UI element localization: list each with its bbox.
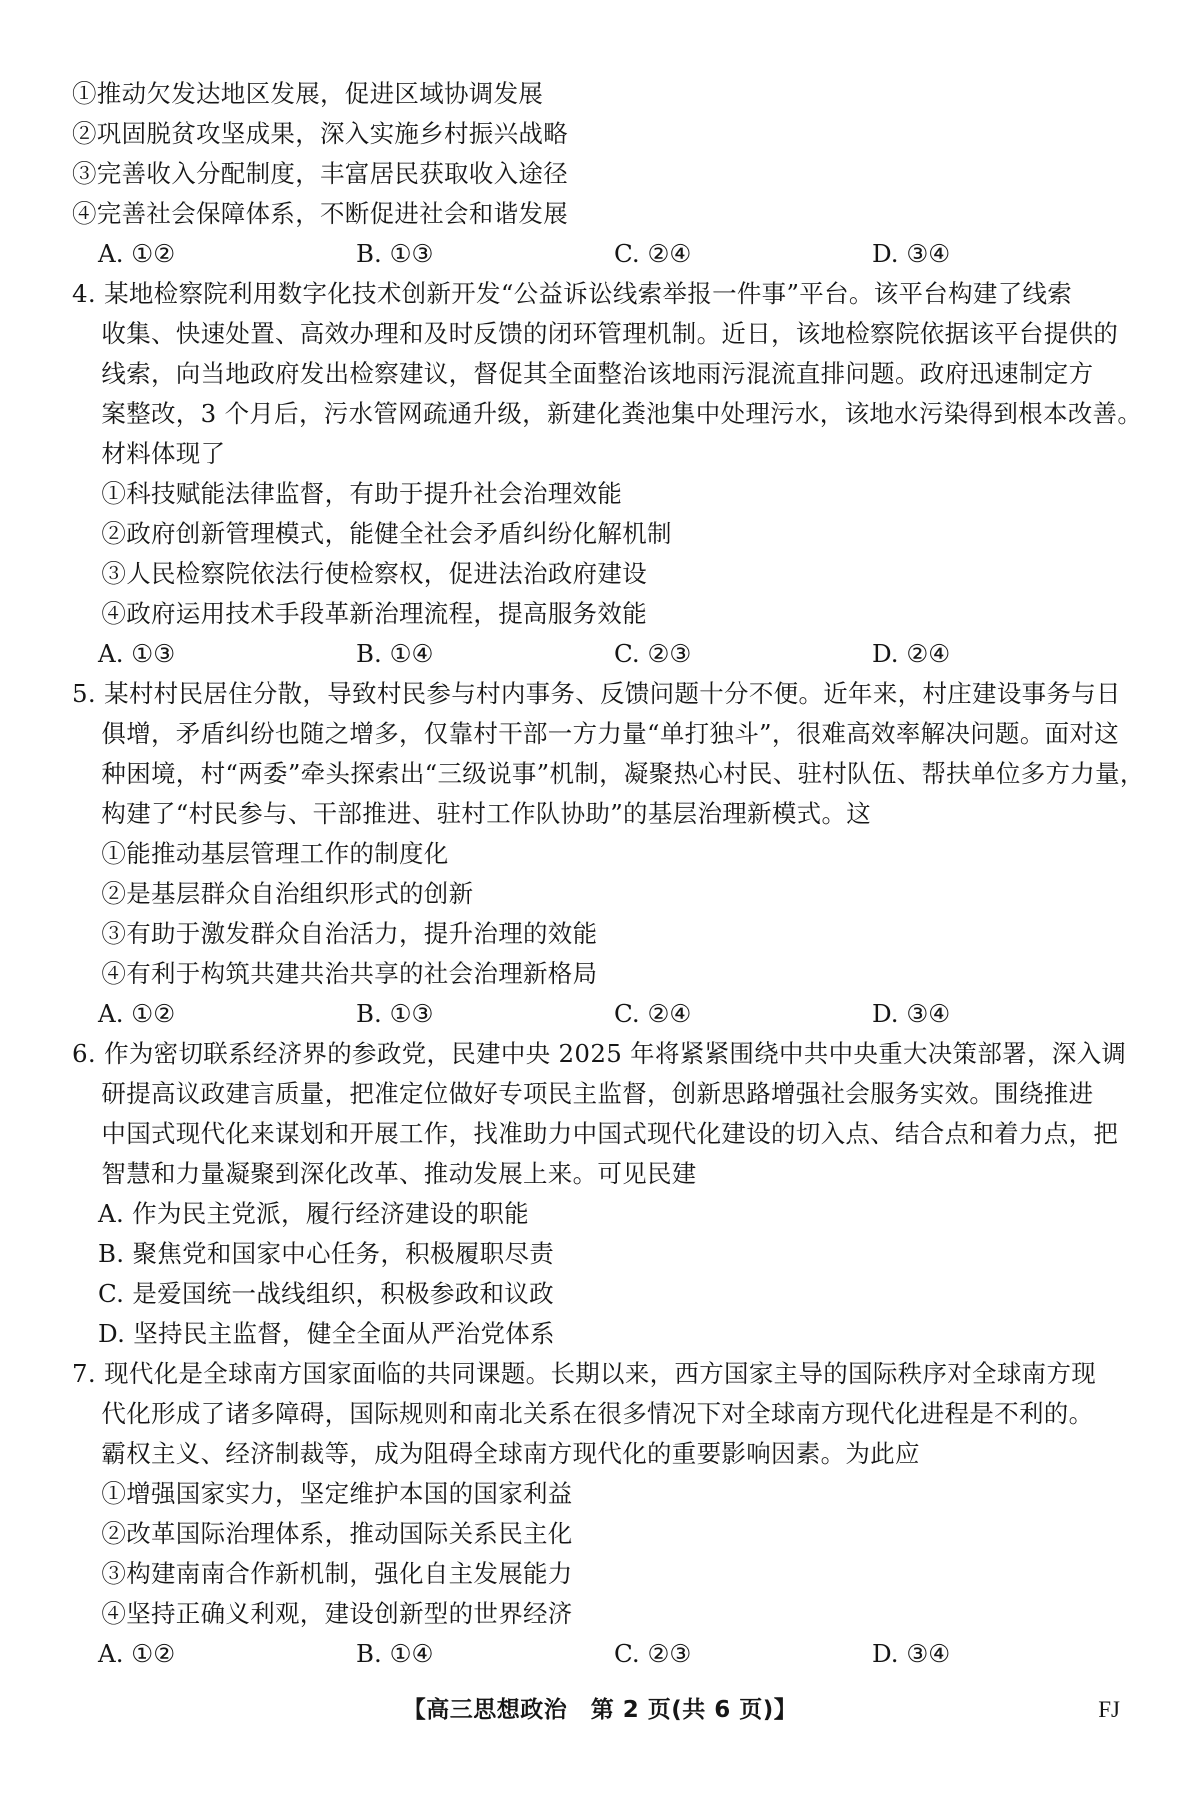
q6-stem-line-3: 中国式现代化来谋划和开展工作，找准助力中国式现代化建设的切入点、结合点和着力点，把 [101,1119,1119,1148]
q4-item-2: ②政府创新管理模式，能健全社会矛盾纠纷化解机制 [101,519,672,548]
q6-option-b: B. 聚焦党和国家中心任务，积极履职尽责 [98,1239,555,1268]
question-5 [72,674,1145,1034]
q3-item-2: ②巩固脱贫攻坚成果，深入实施乡村振兴战略 [72,119,568,148]
q3-choices [72,234,1130,274]
q4-choice-c: C. ②③ [614,639,692,668]
q5-stem-line-1: 5. 某村村民居住分散，导致村民参与村内事务、反馈问题十分不便。近年来，村庄建设事务与日 [72,679,1121,708]
q5-item-2: ②是基层群众自治组织形式的创新 [101,879,474,908]
q7-item-1: ①增强国家实力，坚定维护本国的国家利益 [101,1479,573,1508]
q4-choice-a: A. ①③ [98,639,176,668]
question-4 [72,274,1143,674]
q7-choice-d: D. ③④ [872,1639,951,1668]
q7-item-3: ③构建南南合作新机制，强化自主发展能力 [101,1559,573,1588]
q5-choice-d: D. ③④ [872,999,951,1028]
q3-choice-a: A. ①② [98,239,176,268]
q5-stem-line-4: 构建了“村民参与、干部推进、驻村工作队协助”的基层治理新模式。这 [101,799,872,828]
q5-stem-line-2: 俱增，矛盾纠纷也随之增多，仅靠村干部一方力量“单打独斗”，很难高效率解决问题。面对这 [101,719,1120,748]
q3-choice-c: C. ②④ [614,239,692,268]
q7-stem-line-3: 霸权主义、经济制裁等，成为阻碍全球南方现代化的重要影响因素。为此应 [101,1439,920,1468]
page-footer [0,1690,1200,1730]
q4-choice-d: D. ②④ [872,639,951,668]
q7-choice-a: A. ①② [98,1639,176,1668]
q4-stem-line-2: 收集、快速处置、高效办理和及时反馈的闭环管理机制。近日，该地检察院依据该平台提供的 [101,319,1119,348]
q5-item-1: ①能推动基层管理工作的制度化 [101,839,449,868]
q7-choice-c: C. ②③ [614,1639,692,1668]
q3-choice-d: D. ③④ [872,239,951,268]
q3-item-3: ③完善收入分配制度，丰富居民获取收入途径 [72,159,568,188]
q5-stem-line-3: 种困境，村“两委”牵头探索出“三级说事”机制，凝聚热心村民、驻村队伍、帮扶单位多方力量， [101,759,1145,788]
q5-choice-c: C. ②④ [614,999,692,1028]
q6-stem-line-4: 智慧和力量凝聚到深化改革、推动发展上来。可见民建 [101,1159,697,1188]
q5-choice-b: B. ①③ [356,999,434,1028]
q7-item-4: ④坚持正确义利观，建设创新型的世界经济 [101,1599,573,1628]
q4-item-1: ①科技赋能法律监督，有助于提升社会治理效能 [101,479,623,508]
q7-choice-b: B. ①④ [356,1639,434,1668]
q6-option-a: A. 作为民主党派，履行经济建设的职能 [98,1199,529,1228]
page-number-label: 【高三思想政治 第 2 页(共 6 页)】 [402,1697,798,1723]
q5-choice-a: A. ①② [98,999,176,1028]
q6-option-d: D. 坚持民主监督，健全全面从严治党体系 [98,1319,555,1348]
question-7 [72,1354,1130,1674]
question-3-items [72,74,1130,234]
q4-stem-line-4: 案整改，3 个月后，污水管网疏通升级，新建化粪池集中处理污水，该地水污染得到根本改善。 [101,399,1143,428]
exam-region-code: FJ [1098,1697,1120,1722]
q5-item-3: ③有助于激发群众自治活力，提升治理的效能 [101,919,598,948]
q7-choices [72,1634,1130,1674]
q6-stem-line-1: 6. 作为密切联系经济界的参政党，民建中央 2025 年将紧紧围绕中共中央重大决策部署，深入调 [72,1039,1127,1068]
q4-item-3: ③人民检察院依法行使检察权，促进法治政府建设 [101,559,647,588]
q7-stem-line-2: 代化形成了诸多障碍，国际规则和南北关系在很多情况下对全球南方现代化进程是不利的。 [101,1399,1094,1428]
q3-item-4: ④完善社会保障体系，不断促进社会和谐发展 [72,199,568,228]
q4-stem-line-5: 材料体现了 [101,439,226,468]
question-6 [72,1034,1130,1354]
q6-stem-line-2: 研提高议政建言质量，把准定位做好专项民主监督，创新思路增强社会服务实效。围绕推进 [101,1079,1094,1108]
q4-stem-line-3: 线索，向当地政府发出检察建议，督促其全面整治该地雨污混流直排问题。政府迅速制定方 [101,359,1094,388]
q4-choices [72,634,1130,674]
q4-item-4: ④政府运用技术手段革新治理流程，提高服务效能 [101,599,647,628]
q4-choice-b: B. ①④ [356,639,434,668]
q3-item-1: ①推动欠发达地区发展，促进区域协调发展 [72,79,544,108]
q7-stem-line-1: 7. 现代化是全球南方国家面临的共同课题。长期以来，西方国家主导的国际秩序对全球南方现 [72,1359,1097,1388]
q7-item-2: ②改革国际治理体系，推动国际关系民主化 [101,1519,573,1548]
q4-stem-line-1: 4. 某地检察院利用数字化技术创新开发“公益诉讼线索举报一件事”平台。该平台构建了线索 [72,279,1073,308]
q5-choices [72,994,1130,1034]
q5-item-4: ④有利于构筑共建共治共享的社会治理新格局 [101,959,598,988]
q3-choice-b: B. ①③ [356,239,434,268]
q6-option-c: C. 是爱国统一战线组织，积极参政和议政 [98,1279,554,1308]
